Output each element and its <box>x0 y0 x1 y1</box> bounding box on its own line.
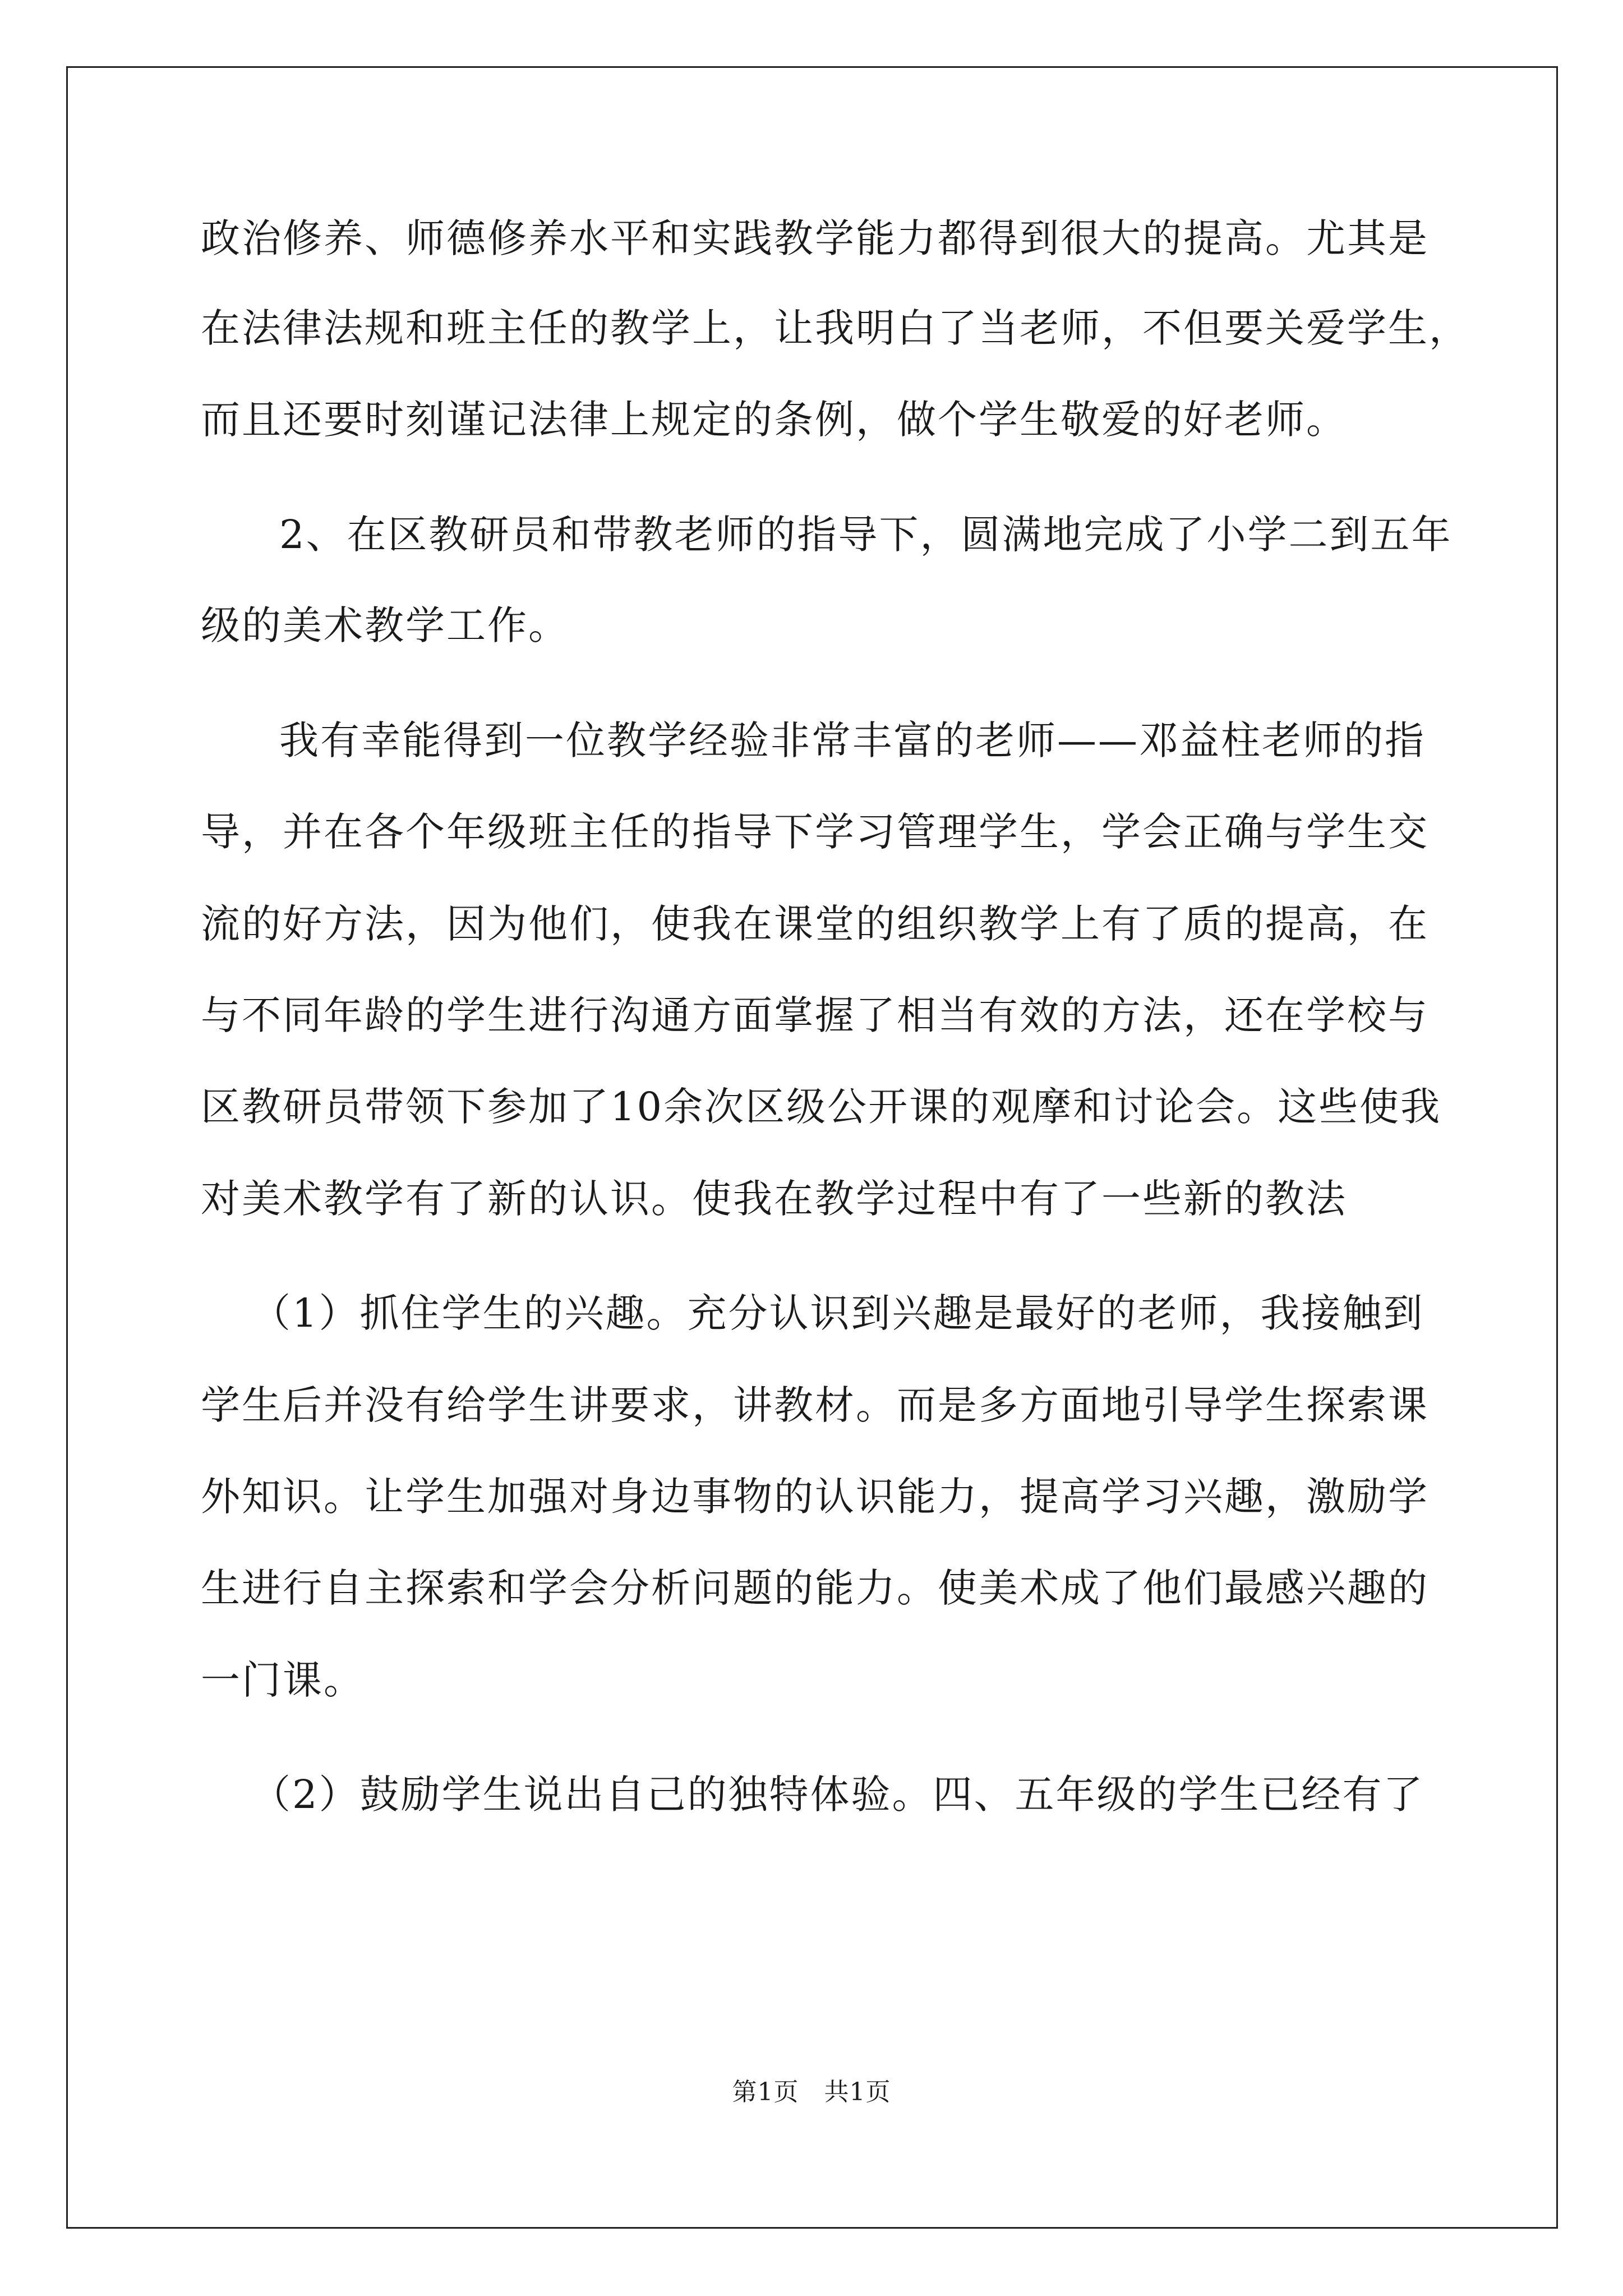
text-line: 一门课。 <box>201 1657 365 1703</box>
paragraph-start-line: （1）抓住学生的兴趣。充分认识到兴趣是最好的老师，我接触到 <box>251 1290 1424 1336</box>
paragraph-start-line: 我有幸能得到一位教学经验非常丰富的老师——邓益柱老师的指 <box>279 717 1426 763</box>
text-line: 流的好方法，因为他们，使我在课堂的组织教学上有了质的提高，在 <box>201 901 1429 947</box>
text-line: 导，并在各个年级班主任的指导下学习管理学生，学会正确与学生交 <box>201 809 1429 855</box>
text-line: 政治修养、师德修养水平和实践教学能力都得到很大的提高。尤其是 <box>201 215 1429 261</box>
text-line: 对美术教学有了新的认识。使我在教学过程中有了一些新的教法 <box>201 1176 1347 1222</box>
text-line: 学生后并没有给学生讲要求，讲教材。而是多方面地引导学生探索课 <box>201 1382 1429 1428</box>
page-footer: 第1页 共1页 <box>732 2078 891 2106</box>
text-line: 而且还要时刻谨记法律上规定的条例，做个学生敬爱的好老师。 <box>201 397 1347 443</box>
text-line: 区教研员带领下参加了10余次区级公开课的观摩和讨论会。这些使我 <box>201 1084 1442 1130</box>
text-line: 外知识。让学生加强对身边事物的认识能力，提高学习兴趣，激励学 <box>201 1474 1429 1520</box>
text-line: 生进行自主探索和学会分析问题的能力。使美术成了他们最感兴趣的 <box>201 1565 1429 1611</box>
paragraph-start-line: 2、在区教研员和带教老师的指导下，圆满地完成了小学二到五年 <box>279 512 1453 558</box>
text-line: 级的美术教学工作。 <box>201 602 569 648</box>
text-line: 在法律法规和班主任的教学上，让我明白了当老师，不但要关爱学生， <box>201 305 1470 351</box>
paragraph-start-line: （2）鼓励学生说出自己的独特体验。四、五年级的学生已经有了 <box>251 1772 1424 1818</box>
text-line: 与不同年龄的学生进行沟通方面掌握了相当有效的方法，还在学校与 <box>201 992 1429 1038</box>
